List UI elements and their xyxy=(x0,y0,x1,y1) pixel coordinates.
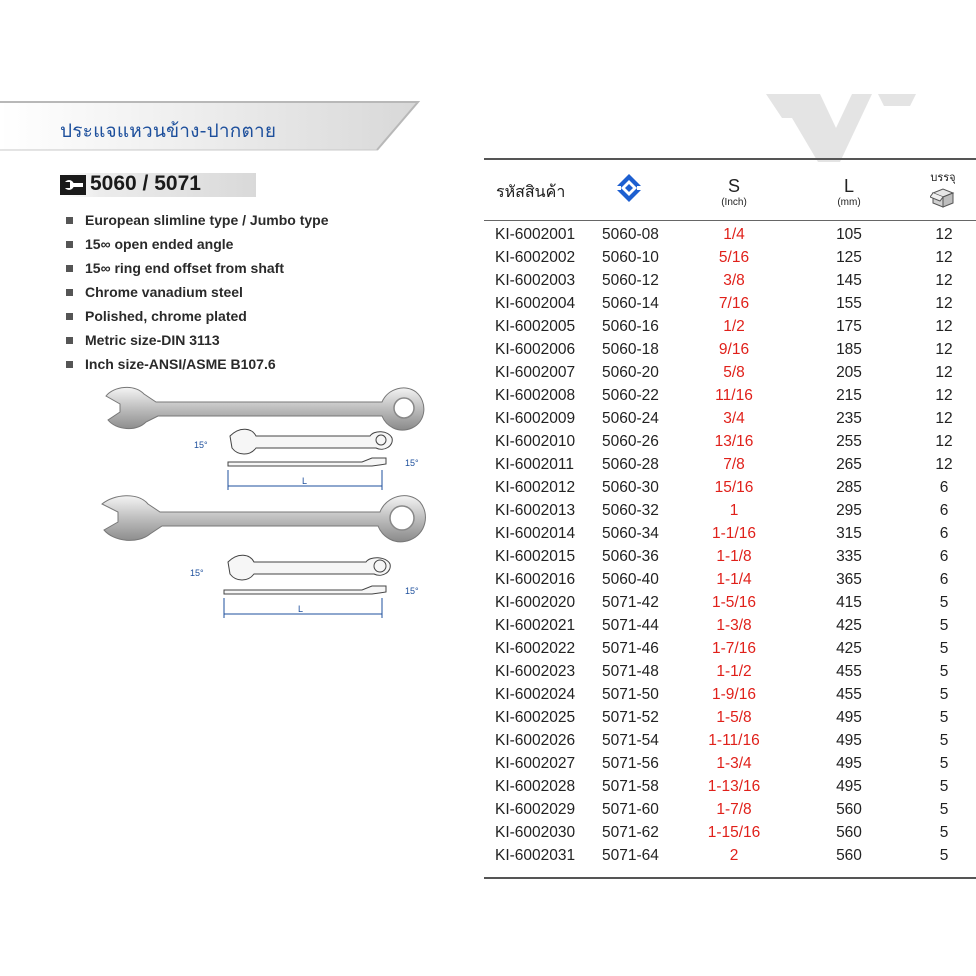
model-number-cell: 5060-12 xyxy=(602,272,659,289)
model-number-cell: 5060-14 xyxy=(602,295,659,312)
model-number-cell: 5071-64 xyxy=(602,847,659,864)
table-header-rule xyxy=(484,220,976,221)
model-number-cell: 5060-16 xyxy=(602,318,659,335)
model-number-cell: 5060-20 xyxy=(602,364,659,381)
table-row xyxy=(484,454,976,477)
length-dimension-label: L xyxy=(298,604,304,614)
feature-item: Chrome vanadium steel xyxy=(66,280,329,304)
table-row xyxy=(484,776,976,799)
product-code-cell: KI-6002026 xyxy=(495,732,576,749)
model-number-cell: 5060-22 xyxy=(602,387,659,404)
brand-logo-icon xyxy=(611,172,647,204)
size-inch-cell: 1-1/16 xyxy=(712,525,756,542)
size-inch-cell: 1/2 xyxy=(723,318,745,335)
table-row xyxy=(484,799,976,822)
length-dimension-label: L xyxy=(302,476,308,486)
wrench-5060-photo xyxy=(106,387,424,430)
size-inch-cell: 9/16 xyxy=(718,341,750,358)
table-top-rule xyxy=(484,158,976,160)
size-inch-cell: 1-1/8 xyxy=(716,548,752,565)
table-row xyxy=(484,500,976,523)
length-mm-cell: 365 xyxy=(836,571,862,588)
size-inch-cell: 3/4 xyxy=(723,410,745,427)
table-row xyxy=(484,431,976,454)
table-row xyxy=(484,569,976,592)
pack-qty-cell: 6 xyxy=(939,502,949,519)
pack-qty-cell: 12 xyxy=(935,318,953,335)
size-inch-cell: 7/16 xyxy=(718,295,750,312)
table-row xyxy=(484,316,976,339)
pack-qty-cell: 6 xyxy=(939,525,949,542)
pack-qty-cell: 5 xyxy=(939,801,949,818)
size-inch-cell: 1-7/8 xyxy=(716,801,752,818)
wrench-icon xyxy=(60,175,86,195)
ring-offset-label: 15° xyxy=(405,586,419,596)
table-row xyxy=(484,408,976,431)
table-row xyxy=(484,477,976,500)
length-mm-cell: 495 xyxy=(836,709,862,726)
size-inch-cell: 11/16 xyxy=(715,387,753,404)
table-row xyxy=(484,638,976,661)
product-code-cell: KI-6002028 xyxy=(495,778,576,795)
product-code-cell: KI-6002031 xyxy=(495,847,576,864)
model-number-cell: 5071-56 xyxy=(602,755,659,772)
pack-qty-cell: 6 xyxy=(939,548,949,565)
pack-qty-cell: 5 xyxy=(939,778,949,795)
pack-qty-cell: 5 xyxy=(939,755,949,772)
size-inch-cell: 1-3/8 xyxy=(716,617,752,634)
column-header-pack: บรรจุ xyxy=(919,168,967,230)
product-code-cell: KI-6002010 xyxy=(495,433,576,450)
size-inch-cell: 1-5/8 xyxy=(716,709,752,726)
table-row xyxy=(484,339,976,362)
page-title: ประแจแหวนข้าง-ปากตาย xyxy=(60,120,277,142)
product-code-cell: KI-6002007 xyxy=(495,364,576,381)
size-inch-cell: 5/16 xyxy=(718,249,750,266)
feature-item: Metric size-DIN 3113 xyxy=(66,328,329,352)
product-code-cell: KI-6002023 xyxy=(495,663,576,680)
model-number-cell: 5060-24 xyxy=(602,410,659,427)
pack-qty-cell: 5 xyxy=(939,663,949,680)
length-mm-cell: 185 xyxy=(836,341,862,358)
table-row xyxy=(484,730,976,753)
size-inch-cell: 1 xyxy=(729,502,739,519)
feature-item: 15∞ open ended angle xyxy=(66,232,329,256)
length-mm-cell: 335 xyxy=(836,548,862,565)
open-angle-label: 15° xyxy=(190,568,204,578)
table-row xyxy=(484,385,976,408)
length-mm-cell: 205 xyxy=(836,364,862,381)
size-inch-cell: 1-1/4 xyxy=(716,571,752,588)
size-inch-cell: 1/4 xyxy=(723,226,745,243)
pack-qty-cell: 6 xyxy=(939,479,949,496)
size-inch-cell: 1-5/16 xyxy=(712,594,756,611)
length-mm-cell: 175 xyxy=(836,318,862,335)
feature-item: Polished, chrome plated xyxy=(66,304,329,328)
model-number-cell: 5071-50 xyxy=(602,686,659,703)
column-header-size: S (Inch) xyxy=(721,176,747,208)
pack-qty-cell: 5 xyxy=(939,709,949,726)
pack-qty-cell: 6 xyxy=(939,571,949,588)
bullet-icon xyxy=(66,337,73,344)
product-code-cell: KI-6002009 xyxy=(495,410,576,427)
table-row xyxy=(484,546,976,569)
model-number-cell: 5060-08 xyxy=(602,226,659,243)
length-mm-cell: 265 xyxy=(836,456,862,473)
table-row xyxy=(484,661,976,684)
length-mm-cell: 495 xyxy=(836,732,862,749)
table-body xyxy=(484,224,976,868)
column-header-length: L (mm) xyxy=(837,176,861,208)
model-number-cell: 5060-28 xyxy=(602,456,659,473)
length-mm-cell: 145 xyxy=(836,272,862,289)
model-number-cell: 5071-54 xyxy=(602,732,659,749)
pack-qty-cell: 12 xyxy=(935,295,953,312)
table-row xyxy=(484,224,976,247)
length-mm-cell: 425 xyxy=(836,617,862,634)
pack-qty-cell: 12 xyxy=(935,387,953,404)
pack-qty-cell: 12 xyxy=(935,456,953,473)
product-code-cell: KI-6002002 xyxy=(495,249,576,266)
pack-qty-cell: 5 xyxy=(939,594,949,611)
size-inch-cell: 1-13/16 xyxy=(707,778,761,795)
wrench-5060-diagram xyxy=(228,429,392,490)
length-mm-cell: 125 xyxy=(836,249,862,266)
length-mm-cell: 215 xyxy=(836,387,862,404)
pack-qty-cell: 12 xyxy=(935,433,953,450)
pack-qty-cell: 5 xyxy=(939,732,949,749)
product-code-cell: KI-6002013 xyxy=(495,502,576,519)
pack-qty-cell: 12 xyxy=(935,341,953,358)
pack-qty-cell: 12 xyxy=(935,226,953,243)
wrench-drawing xyxy=(100,378,430,638)
length-mm-cell: 455 xyxy=(836,686,862,703)
product-code-cell: KI-6002012 xyxy=(495,479,576,496)
size-inch-cell: 1-11/16 xyxy=(708,732,760,749)
open-angle-label: 15° xyxy=(194,440,208,450)
product-code-cell: KI-6002011 xyxy=(495,456,574,473)
model-number-cell: 5060-30 xyxy=(602,479,659,496)
model-number-cell: 5071-52 xyxy=(602,709,659,726)
product-code-cell: KI-6002025 xyxy=(495,709,576,726)
model-number-cell: 5060-36 xyxy=(602,548,659,565)
length-mm-cell: 285 xyxy=(836,479,862,496)
model-number-cell: 5071-44 xyxy=(602,617,659,634)
model-number-cell: 5071-60 xyxy=(602,801,659,818)
model-title: 5060 / 5071 xyxy=(90,172,201,195)
table-row xyxy=(484,270,976,293)
product-code-cell: KI-6002003 xyxy=(495,272,576,289)
length-mm-cell: 455 xyxy=(836,663,862,680)
size-inch-cell: 1-9/16 xyxy=(712,686,756,703)
product-code-cell: KI-6002014 xyxy=(495,525,576,542)
decorative-chevron-icon xyxy=(760,88,976,166)
product-code-cell: KI-6002021 xyxy=(495,617,576,634)
feature-item: 15∞ ring end offset from shaft xyxy=(66,256,329,280)
wrench-5071-diagram xyxy=(224,555,390,618)
model-number-cell: 5071-62 xyxy=(602,824,659,841)
table-row xyxy=(484,247,976,270)
product-code-cell: KI-6002029 xyxy=(495,801,576,818)
pack-qty-cell: 12 xyxy=(935,364,953,381)
size-inch-cell: 1-7/16 xyxy=(712,640,756,657)
size-inch-cell: 3/8 xyxy=(723,272,745,289)
bullet-icon xyxy=(66,217,73,224)
length-mm-cell: 415 xyxy=(836,594,862,611)
size-inch-cell: 1-1/2 xyxy=(716,663,752,680)
size-inch-cell: 2 xyxy=(729,847,739,864)
model-number-cell: 5060-40 xyxy=(602,571,659,588)
pack-qty-cell: 5 xyxy=(939,686,949,703)
table-row xyxy=(484,615,976,638)
pack-qty-cell: 12 xyxy=(935,249,953,266)
product-code-cell: KI-6002022 xyxy=(495,640,576,657)
size-inch-cell: 13/16 xyxy=(714,433,754,450)
product-code-cell: KI-6002005 xyxy=(495,318,576,335)
size-inch-cell: 7/8 xyxy=(723,456,745,473)
length-mm-cell: 560 xyxy=(836,847,862,864)
bullet-icon xyxy=(66,241,73,248)
product-code-cell: KI-6002015 xyxy=(495,548,576,565)
size-inch-cell: 1-15/16 xyxy=(707,824,761,841)
bullet-icon xyxy=(66,313,73,320)
table-row xyxy=(484,362,976,385)
size-inch-cell: 5/8 xyxy=(723,364,745,381)
length-mm-cell: 315 xyxy=(836,525,862,542)
table-row xyxy=(484,822,976,845)
wrench-5071-photo xyxy=(102,496,425,542)
feature-item: Inch size-ANSI/ASME B107.6 xyxy=(66,352,329,376)
product-code-cell: KI-6002016 xyxy=(495,571,576,588)
model-number-cell: 5060-18 xyxy=(602,341,659,358)
pack-qty-cell: 12 xyxy=(935,410,953,427)
product-code-cell: KI-6002004 xyxy=(495,295,576,312)
bullet-icon xyxy=(66,289,73,296)
length-mm-cell: 425 xyxy=(836,640,862,657)
feature-list xyxy=(66,208,329,376)
model-number-cell: 5060-34 xyxy=(602,525,659,542)
feature-item: European slimline type / Jumbo type xyxy=(66,208,329,232)
product-code-cell: KI-6002030 xyxy=(495,824,576,841)
length-mm-cell: 255 xyxy=(836,433,862,450)
wrench-illustration xyxy=(100,378,430,638)
table-row xyxy=(484,707,976,730)
size-inch-cell: 15/16 xyxy=(714,479,754,496)
model-number-cell: 5060-26 xyxy=(602,433,659,450)
length-mm-cell: 495 xyxy=(836,778,862,795)
table-row xyxy=(484,753,976,776)
product-code-cell: KI-6002024 xyxy=(495,686,576,703)
column-header-code: รหัสสินค้า xyxy=(496,182,566,201)
length-mm-cell: 235 xyxy=(836,410,862,427)
length-mm-cell: 560 xyxy=(836,824,862,841)
table-row xyxy=(484,592,976,615)
product-code-cell: KI-6002006 xyxy=(495,341,576,358)
model-number-cell: 5071-48 xyxy=(602,663,659,680)
size-inch-cell: 1-3/4 xyxy=(716,755,752,772)
length-mm-cell: 155 xyxy=(836,295,862,312)
pack-qty-cell: 5 xyxy=(939,847,949,864)
table-bottom-rule xyxy=(484,877,976,879)
table-row xyxy=(484,523,976,546)
table-row xyxy=(484,845,976,868)
pack-qty-cell: 5 xyxy=(939,617,949,634)
product-code-cell: KI-6002008 xyxy=(495,387,576,404)
model-number-cell: 5060-32 xyxy=(602,502,659,519)
pack-qty-cell: 5 xyxy=(939,640,949,657)
pack-qty-cell: 12 xyxy=(935,272,953,289)
bullet-icon xyxy=(66,361,73,368)
length-mm-cell: 495 xyxy=(836,755,862,772)
product-code-cell: KI-6002020 xyxy=(495,594,576,611)
length-mm-cell: 105 xyxy=(836,226,862,243)
model-number-cell: 5071-58 xyxy=(602,778,659,795)
product-code-cell: KI-6002001 xyxy=(495,226,576,243)
ring-offset-label: 15° xyxy=(405,458,419,468)
bullet-icon xyxy=(66,265,73,272)
model-number-cell: 5071-46 xyxy=(602,640,659,657)
pack-qty-cell: 5 xyxy=(939,824,949,841)
product-code-cell: KI-6002027 xyxy=(495,755,576,772)
box-icon xyxy=(930,186,956,208)
table-row xyxy=(484,684,976,707)
length-mm-cell: 560 xyxy=(836,801,862,818)
length-mm-cell: 295 xyxy=(836,502,862,519)
table-row xyxy=(484,293,976,316)
model-number-cell: 5060-10 xyxy=(602,249,659,266)
model-number-cell: 5071-42 xyxy=(602,594,659,611)
